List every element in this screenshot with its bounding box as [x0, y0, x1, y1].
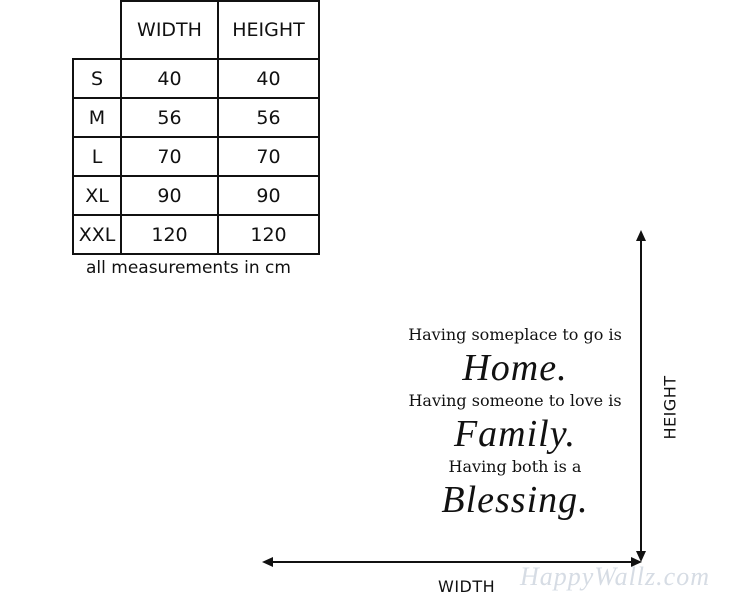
height-dimension-label: HEIGHT [660, 375, 680, 440]
height-cell: 120 [218, 215, 319, 254]
watermark: HappyWallz.com [520, 562, 710, 591]
width-cell: 40 [121, 59, 218, 98]
size-cell: XXL [73, 215, 121, 254]
height-cell: 90 [218, 176, 319, 215]
header-height: HEIGHT [218, 1, 319, 59]
quote-line-2: Having someone to love is [408, 391, 622, 410]
width-dimension-label: WIDTH [438, 577, 496, 596]
quote-line-1: Having someplace to go is [408, 325, 622, 344]
width-cell: 90 [121, 176, 218, 215]
size-cell: XL [73, 176, 121, 215]
height-arrow-head-top [636, 230, 646, 241]
quote-line-3: Having both is a [448, 457, 582, 476]
measurement-note: all measurements in cm [86, 258, 291, 278]
width-cell: 70 [121, 137, 218, 176]
size-cell: S [73, 59, 121, 98]
width-cell: 56 [121, 98, 218, 137]
header-width: WIDTH [121, 1, 218, 59]
quote-word-home: Home. [462, 347, 568, 389]
height-cell: 40 [218, 59, 319, 98]
width-cell: 120 [121, 215, 218, 254]
height-cell: 70 [218, 137, 319, 176]
height-cell: 56 [218, 98, 319, 137]
width-arrow-head-left [262, 557, 273, 567]
quote-word-family: Family. [453, 413, 577, 455]
size-cell: M [73, 98, 121, 137]
size-cell: L [73, 137, 121, 176]
quote-word-blessing: Blessing. [441, 479, 589, 521]
